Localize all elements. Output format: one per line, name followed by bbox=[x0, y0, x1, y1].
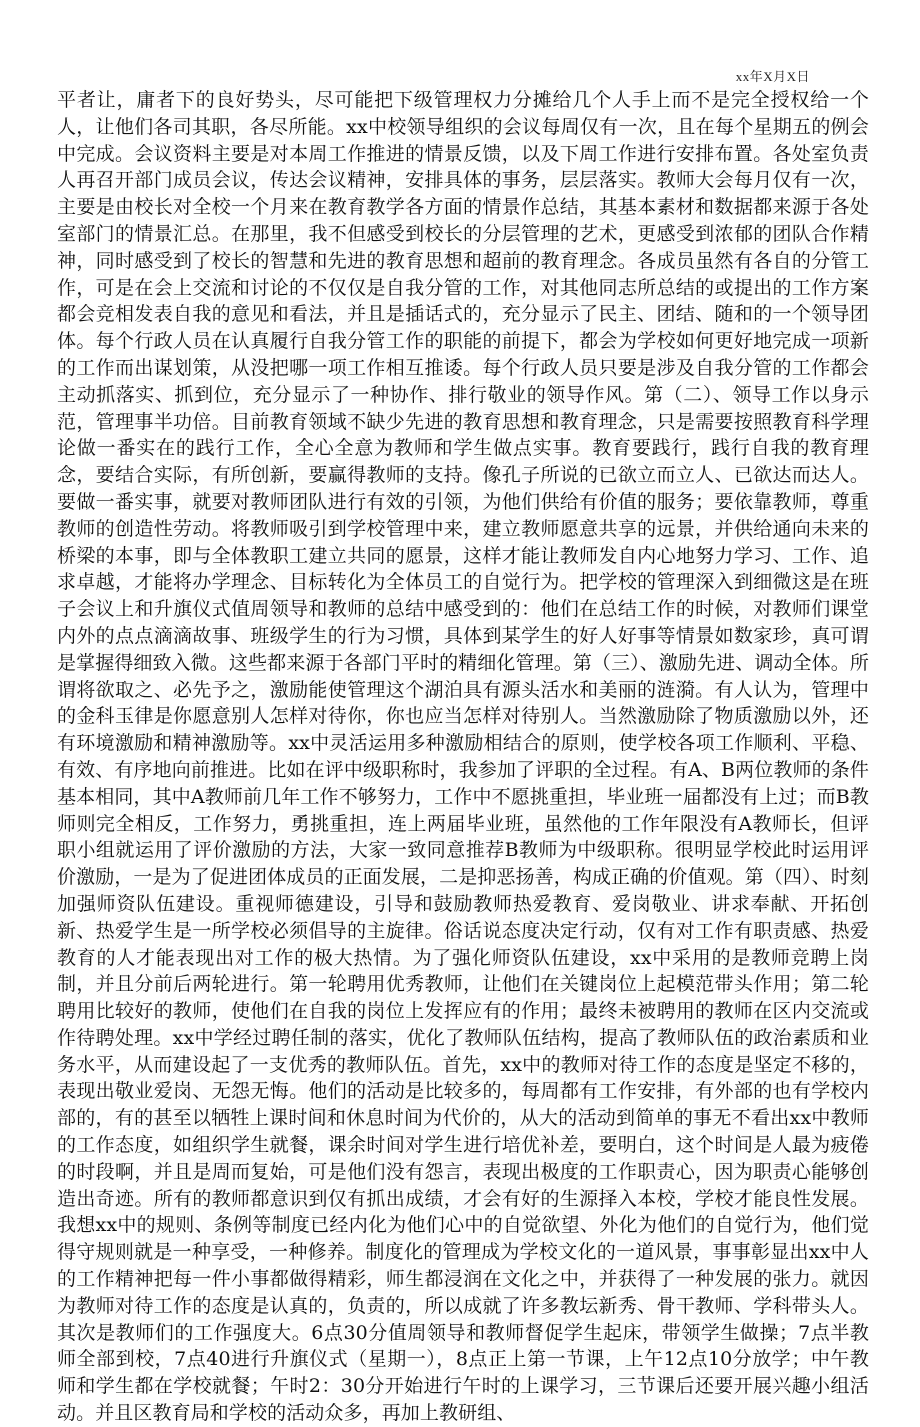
paragraph: 为了强化师资队伍建设，xx中采用的是教师竞聘上岗制，并且分前后两轮进行。第一轮聘用优秀教师，让他们在关键岗位上起模范带头作用；第二轮聘用比较好的教师，使他们在自我的岗位上发挥应有的作用；最终未被聘用的教师在区内交流或作待聘处理。xx中学经过聘任制的落实，优化了教师队伍结构，提高了教师队伍的政治素质和业务水平，从而建设起了一支优秀的教师队伍。 bbox=[57, 946, 869, 1076]
paragraph: 平者让，庸者下的良好势头，尽可能把下级管理权力分摊给几个人手上而不是完全授权给一个人，让他们各司其职，各尽所能。 bbox=[57, 89, 869, 138]
paragraph: 目前教育领域不缺少先进的教育思想和教育理念，只是需要按照教育科学理论做一番实在的践行工作，全心全意为教师和学生做点实事。教育要践行，践行自我的教育理念，要结合实际，有所创新，要赢得教师的支持。像孔子所说的已欲立而立人、已欲达而达人。要做一番实事，就要对教师团队进行有效的引领，为他们供给有价值的服务；要依靠教师，尊重教师的创造性劳动。将教师吸引到学校管理中来，建立教师愿意共享的远景，并供给通向未来的桥梁的本事，即与全体教职工建立共同的愿景，这样才能让教师发自内心地努力学习、工作、追求卓越，才能将办学理念、目标转化为全体员工的自觉行为。 bbox=[57, 410, 869, 594]
section-heading: 第（二）、领导工作以身示范，管理事半功倍。 bbox=[57, 383, 869, 433]
paragraph: 重视师德建设，引导和鼓励教师热爱教育、爱岗敬业、讲求奉献、开拓创新、热爱学生是一所学校必须倡导的主旋律。俗话说态度决定行动，仅有对工作有职责感、热爱教育的人才能表现出对工作的极大热情。 bbox=[57, 892, 869, 969]
paragraph: xx中校领导组织的会议每周仅有一次，且在每个星期五的例会中完成。会议资料主要是对本周工作推进的情景反馈，以及下周工作进行安排布置。各处室负责人再召开部门成员会议，传达会议精神，安排具体的事务，层层落实。教师大会每月仅有一次，主要是由校长对全校一个月来在教育教学各方面的情景作总结，其基本素材和数据都来源于各处室部门的情景汇总。在那里，我不但感受到校长的分层管理的艺术，更感受到浓郁的团队合作精神，同时感受到了校长的智慧和先进的教育思想和超前的教育理念。各成员虽然有各自的分管工作，可是在会上交流和讨论的不仅仅是自我分管的工作，对其他同志所总结的或提出的工作方案都会竞相发表自我的意见和看法，并且是插话式的，充分显示了民主、团结、随和的一个领导团体。每个行政人员在认真履行自我分管工作的职能的前提下，都会为学校如何更好地完成一项新的工作而出谋划策，从没把哪一项工作相互推诿。每个行政人员只要是涉及自我分管的工作都会主动抓落实、抓到位，充分显示了一种协作、排行敬业的领导作风。 bbox=[57, 115, 869, 406]
section-heading: 第（四）、时刻加强师资队伍建设。 bbox=[57, 866, 869, 915]
paragraph: 首先，xx中的教师对待工作的态度是坚定不移的，表现出敬业爱岗、无怨无悔。他们的活动是比较多的，每周都有工作安排，有外部的也有学校内部的，有的甚至以牺牲上课时间和休息时间为代价的，从大的活动到简单的事无不看出xx中教师的工作态度，如组织学生就餐，课余时间对学生进行培优补差，要明白，这个时间是人最为疲倦的时段啊，并且是周而复始，可是他们没有怨言，表现出极度的工作职责心，因为职责心能够创造出奇迹。所有的教师都意识到仅有抓出成绩，才会有好的生源择入本校，学校才能良性发展。我想xx中的规则、条例等制度已经内化为他们心中的自觉欲望、外化为他们的自觉行为，他们觉得守规则就是一种享受，一种修养。制度化的管理成为学校文化的一道风景，事事彰显出xx中人的工作精神把每一件小事都做得精彩，师生都浸润在文化之中，并获得了一种发展的张力。就因为教师对待工作的态度是认真的，负责的，所以成就了许多教坛新秀、骨干教师、学科带头人。 bbox=[57, 1053, 869, 1317]
paragraph: 其次是教师们的工作强度大。6点30分值周领导和教师督促学生起床，带领学生做操；7点半教师全部到校，7点40进行升旗仪式（星期一），8点正上第一节课，上午12点10分放学；中午教师和学生都在学校就餐；午时2：30分开始进行午时的上课学习，三节课后还要开展兴趣小组活动。并且区教育局和学校的活动众多，再加上教研组、 bbox=[57, 1321, 869, 1425]
paragraph: 把学校的管理深入到细微这是在班子会议上和升旗仪式值周领导和教师的总结中感受到的：他们在总结工作的时候，对教师们课堂内外的点点滴滴故事、班级学生的行为习惯，具体到某学生的好人好事等情景如数家珍，真可谓是掌握得细致入微。这些都来源于各部门平时的精细化管理。 bbox=[57, 571, 869, 674]
paragraph: xx中灵活运用多种激励相结合的原则，使学校各项工作顺利、平稳、有效、有序地向前推进。比如在评中级职称时，我参加了评职的全过程。有A、B两位教师的条件基本相同，其中A教师前几年工作不够努力，工作中不愿挑重担，毕业班一届都没有上过；而B教师则完全相反，工作努力，勇挑重担，连上两届毕业班，虽然他的工作年限没有A教师长，但评职小组就运用了评价激励的方法，大家一致同意推荐B教师为中级职称。很明显学校此时运用评价激励，一是为了促进团体成员的正面发展，二是抑恶扬善，构成正确的价值观。 bbox=[57, 732, 869, 889]
header-date: xx年X月X日 bbox=[735, 69, 810, 84]
paragraph: 所谓将欲取之、必先予之，激励能使管理这个湖泊具有源头活水和美丽的涟漪。有人认为，管理中的金科玉律是你愿意别人怎样对待你，你也应当怎样对待别人。当然激励除了物质激励以外，还有环境激励和精神激励等。 bbox=[57, 651, 869, 755]
body-text bbox=[57, 87, 869, 1427]
section-heading: 第（三）、激励先进、调动全体。 bbox=[572, 651, 850, 674]
